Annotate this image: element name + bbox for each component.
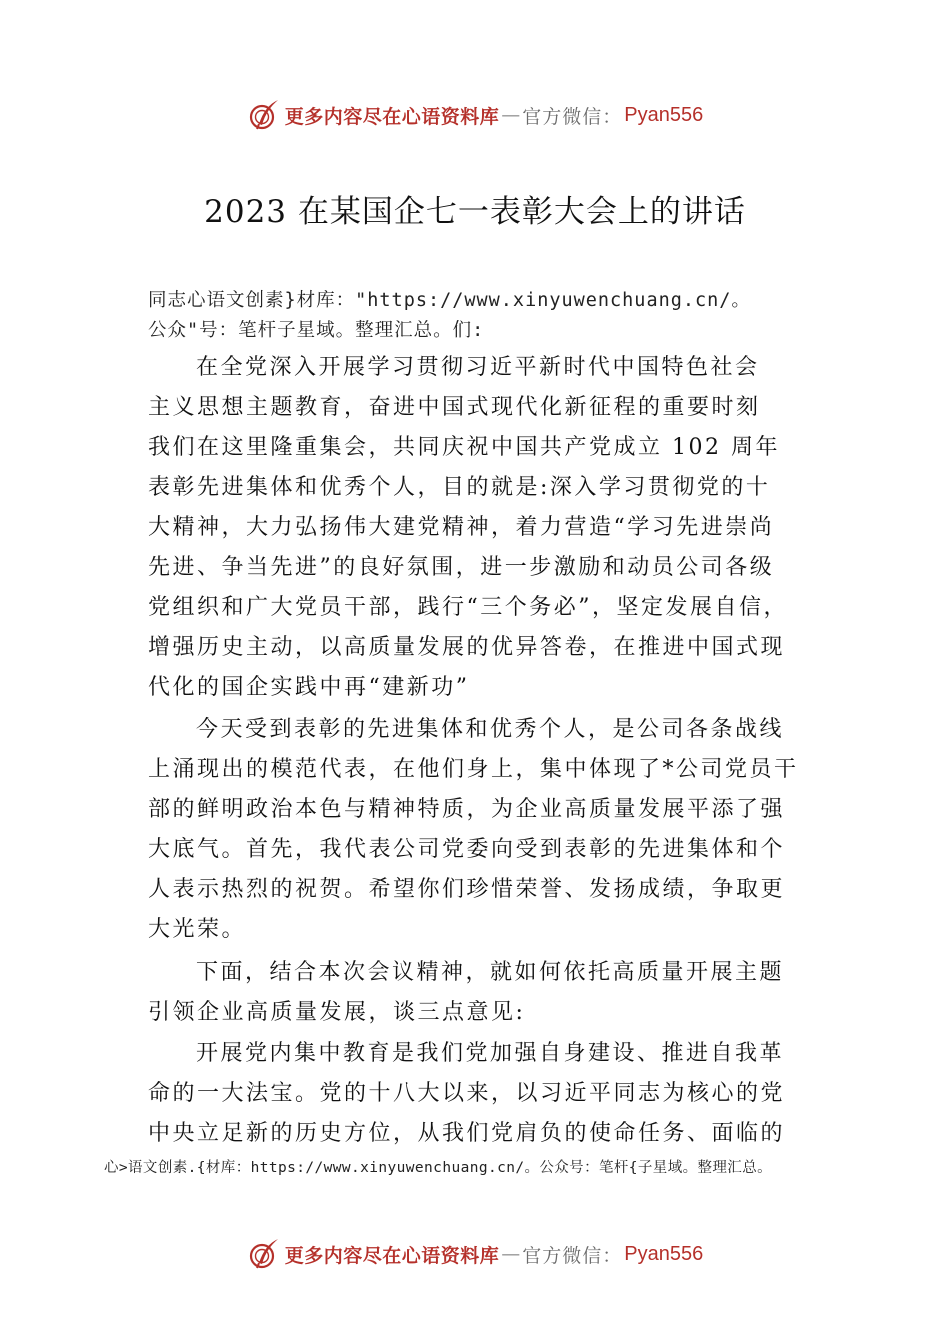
banner-dash: — [501,1243,521,1265]
paragraph-line: 表彰先进集体和优秀个人，目的就是:深入学习贯彻党的十 [148,475,771,500]
paragraph-line: 部的鲜明政治本色与精神特质，为企业高质量发展平添了强 [148,797,786,822]
banner-text: 更多内容尽在心语资料库 [284,1244,500,1267]
paragraph-line: 代化的国企实践中再“建新功” [148,675,470,700]
quill-pen-logo-icon [247,98,281,132]
quill-pen-logo-icon [247,1237,281,1271]
banner-wechat-id: Pyan556 [624,103,704,126]
paragraph-line: 先进、争当先进”的良好氛围，进一步激励和动员公司各级 [148,555,775,580]
paragraph-line: 开展党内集中教育是我们党加强自身建设、推进自我革 [196,1041,785,1066]
paragraph-4 [148,1034,808,1154]
banner-wechat-id: Pyan556 [624,1242,704,1265]
paragraph-line: 引领企业高质量发展，谈三点意见: [148,1000,526,1025]
banner-dash: — [501,104,521,126]
paragraph-line: 我们在这里隆重集会，共同庆祝中国共产党成立 102 周年 [148,435,780,460]
paragraph-1 [148,348,808,708]
banner-official-label: 官方微信： [522,105,623,128]
paragraph-line: 大光荣。 [148,917,247,942]
header-banner [0,95,950,135]
paragraph-line: 中央立足新的历史方位，从我们党肩负的使命任务、面临的 [148,1121,786,1146]
paragraph-line: 在全党深入开展学习贯彻习近平新时代中国特色社会 [196,355,760,380]
paragraph-line: 党组织和广大党员干部，践行“三个务必”，坚定发展自信， [148,595,788,620]
paragraph-line: 大底气。首先，我代表公司党委向受到表彰的先进集体和个 [148,837,786,862]
paragraph-line: 大精神，大力弘扬伟大建党精神，着力营造“学习先进崇尚 [148,515,775,540]
paragraph-line: 上涌现出的模范代表，在他们身上，集中体现了*公司党员干 [148,757,799,782]
banner-official-label: 官方微信： [522,1244,623,1267]
intro-line-2: 公众"号：笔杆子星域。整理汇总。们: [148,320,485,341]
footer-note: 心>语文创素.{材库：https://www.xinyuwenchuang.cn/。公众号：笔杆{子星域。整理汇总。 [104,1160,773,1176]
paragraph-line: 下面，结合本次会议精神，就如何依托高质量开展主题 [196,960,785,985]
intro-block [148,286,848,346]
footer-banner [0,1234,950,1274]
paragraph-line: 今天受到表彰的先进集体和优秀个人，是公司各条战线 [196,717,785,742]
paragraph-2 [148,710,808,950]
intro-line-1: 同志心语文创素}材库："https://www.xinyuwenchuang.cn/。 [148,290,751,311]
paragraph-line: 命的一大法宝。党的十八大以来，以习近平同志为核心的党 [148,1081,786,1106]
document-title: 2023 在某国企七一表彰大会上的讲话 [204,194,746,230]
banner-text: 更多内容尽在心语资料库 [284,105,500,128]
paragraph-line: 主义思想主题教育，奋进中国式现代化新征程的重要时刻 [148,395,761,420]
paragraph-line: 人表示热烈的祝贺。希望你们珍惜荣誉、发扬成绩，争取更 [148,877,786,902]
paragraph-3 [148,953,808,1033]
paragraph-line: 增强历史主动，以高质量发展的优异答卷，在推进中国式现 [148,635,786,660]
